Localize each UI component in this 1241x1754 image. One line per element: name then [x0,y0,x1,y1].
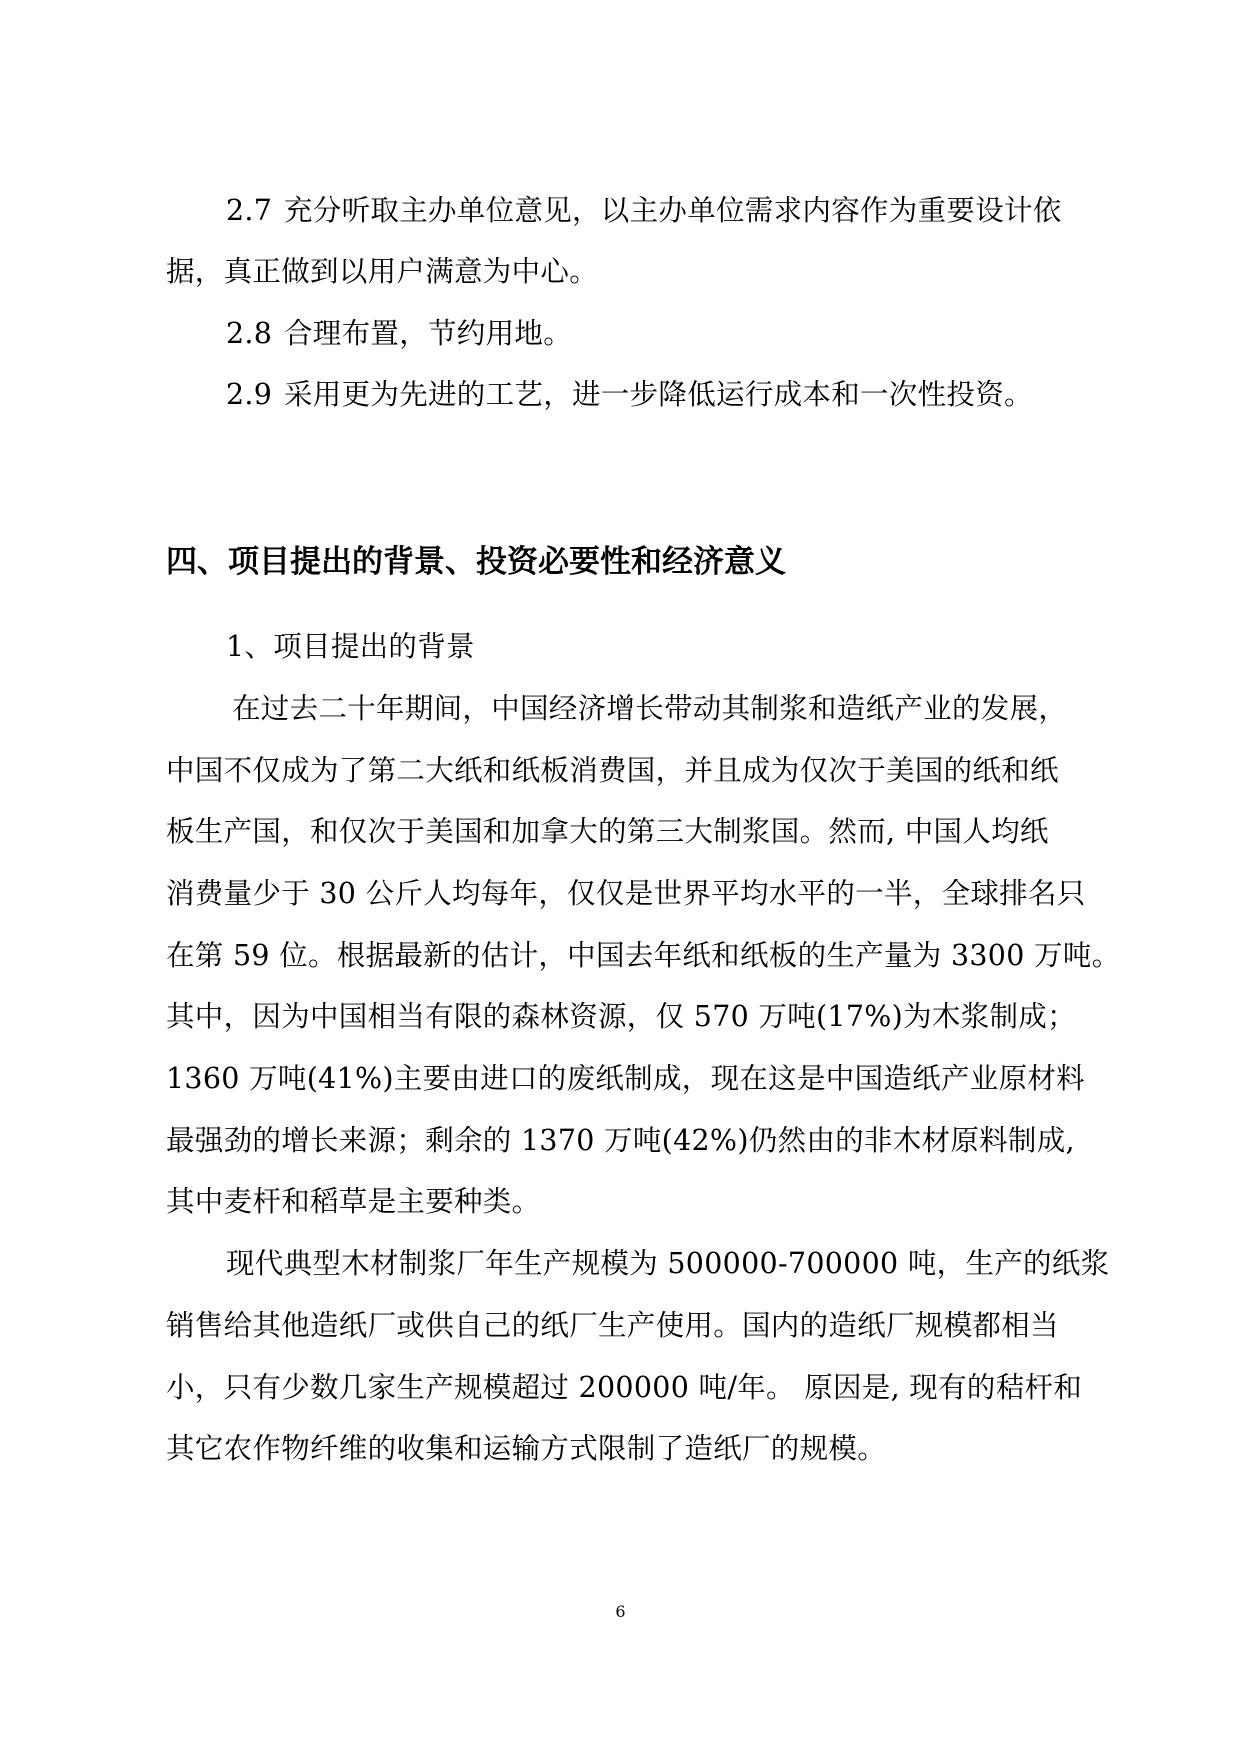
paragraph-line: 在第 59 位。根据最新的估计，中国去年纸和纸板的生产量为 3300 万吨。 [166,939,1121,972]
clause-text: 充分听取主办单位意见，以主办单位需求内容作为重要设计依 [284,194,1062,227]
subsection-title: 1、项目提出的背景 [226,630,475,663]
clause-number: 2.7 [226,194,273,227]
paragraph-line: 其中，因为中国相当有限的森林资源，仅 570 万吨(17%)为木浆制成； [166,1000,1076,1033]
clause-2-7 [226,191,1146,231]
paragraph-line: 销售给其他造纸厂或供自己的纸厂生产使用。国内的造纸厂规模都相当 [166,1309,1059,1342]
section-heading: 四、项目提出的背景、投资必要性和经济意义 [166,544,786,580]
clause-2-7-continuation: 据，真正做到以用户满意为中心。 [166,255,599,288]
paragraph-line: 中国不仅成为了第二大纸和纸板消费国，并且成为仅次于美国的纸和纸 [166,754,1059,787]
clause-text: 采用更为先进的工艺，进一步降低运行成本和一次性投资。 [284,378,1033,411]
paragraph-line: 板生产国，和仅次于美国和加拿大的第三大制浆国。然而, 中国人均纸 [166,815,1049,848]
paragraph-line: 其它农作物纤维的收集和运输方式限制了造纸厂的规模。 [166,1432,887,1465]
paragraph-line: 1360 万吨(41%)主要由进口的废纸制成，现在这是中国造纸产业原材料 [166,1062,1085,1095]
clause-2-9 [226,375,1146,415]
paragraph-line: 最强劲的增长来源；剩余的 1370 万吨(42%)仍然由的非木材原料制成, [166,1124,1075,1157]
paragraph-line: 现代典型木材制浆厂年生产规模为 500000-700000 吨，生产的纸浆 [226,1247,1110,1280]
clause-2-8 [226,314,1146,354]
clause-number: 2.8 [226,317,273,350]
paragraph-line: 其中麦杆和稻草是主要种类。 [166,1185,541,1218]
clause-text: 合理布置，节约用地。 [284,317,573,350]
paragraph-line: 消费量少于 30 公斤人均每年，仅仅是世界平均水平的一半，全球排名只 [166,877,1086,910]
page-number: 6 [615,1602,626,1621]
paragraph-line: 在过去二十年期间，中国经济增长带动其制浆和造纸产业的发展， [232,692,1068,725]
paragraph-line: 小，只有少数几家生产规模超过 200000 吨/年。 原因是, 现有的秸杆和 [166,1371,1083,1404]
clause-number: 2.9 [226,378,273,411]
